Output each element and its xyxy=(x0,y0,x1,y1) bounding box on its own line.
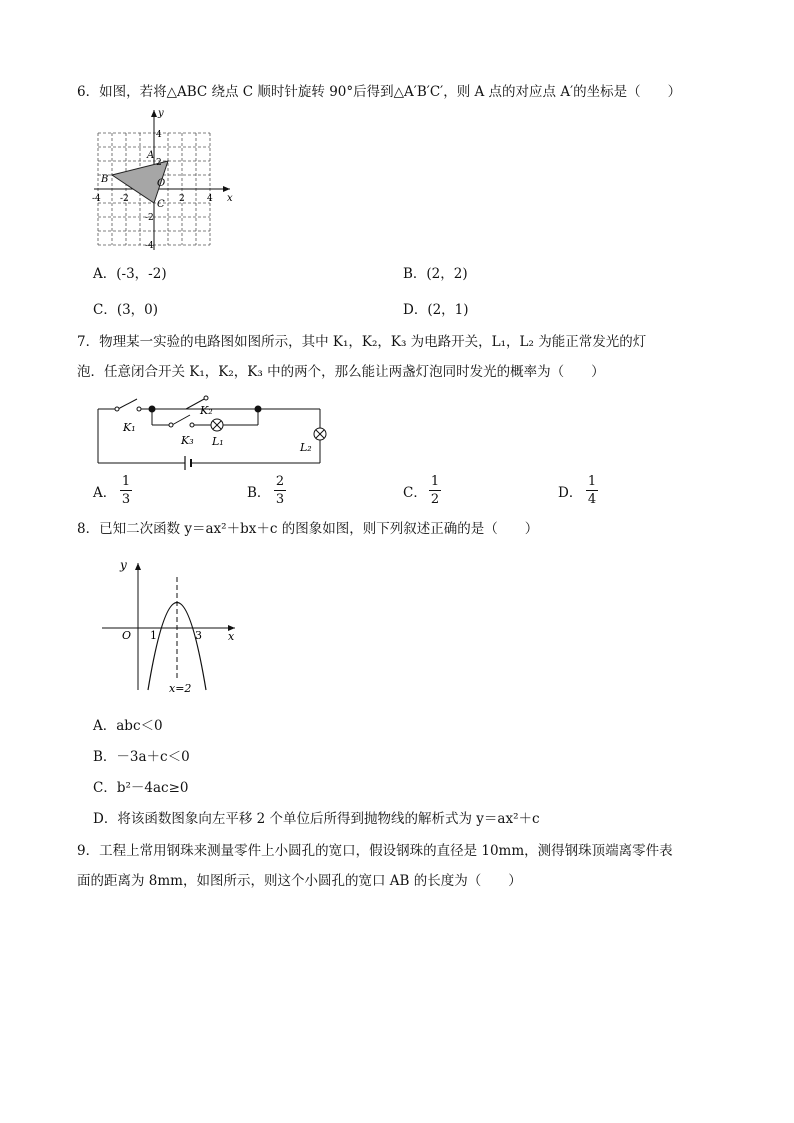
q6-coordinate-figure xyxy=(90,100,240,250)
q8-option-d[interactable]: D．将该函数图象向左平移 2 个单位后所得到抛物线的解析式为 y＝ax²＋c xyxy=(93,811,540,827)
q7-option-a-numerator: 1 xyxy=(121,474,131,489)
q6-point-a-label: A xyxy=(147,150,155,161)
k1-switch-contact xyxy=(115,407,119,411)
l1-label: L₁ xyxy=(212,435,224,448)
q7-option-a-fraction xyxy=(120,474,132,507)
q7-option-c-label: C． xyxy=(403,485,427,501)
q7-option-b-denominator: 3 xyxy=(275,492,285,507)
lamp-l2-icon xyxy=(314,428,326,440)
q8-tick-3: 3 xyxy=(195,629,202,642)
q7-option-d-numerator: 1 xyxy=(587,474,597,489)
q8-y-label: y xyxy=(120,558,127,572)
q6-tick-x-neg4: -4 xyxy=(92,194,101,204)
q8-origin-label: O xyxy=(122,629,132,642)
q7-stem-line2: 泡．任意闭合开关 K₁，K₂，K₃ 中的两个，那么能让两盏灯泡同时发光的概率为（ ） xyxy=(77,364,605,380)
q6-tick-x-2: 2 xyxy=(179,194,185,204)
q8-x-label: x xyxy=(228,630,235,643)
q6-tick-x-4: 4 xyxy=(207,194,213,204)
q6-point-b-label: B xyxy=(101,174,109,185)
q6-x-label: x xyxy=(227,193,233,204)
q6-x-arrow xyxy=(223,186,230,192)
q6-option-a[interactable]: A．(-3，-2) xyxy=(93,266,167,282)
circuit-junction xyxy=(149,406,156,413)
q7-option-d-denominator: 4 xyxy=(587,492,597,507)
k3-switch-contact xyxy=(190,423,194,427)
q7-option-b-label: B． xyxy=(247,485,271,501)
q7-option-b-fraction xyxy=(274,474,286,507)
k2-label: K₂ xyxy=(200,404,213,417)
q6-stem: 6．如图，若将△ABC 绕点 C 顺时针旋转 90°后得到△A′B′C′，则 A 点的对应点 A′的坐标是（ ） xyxy=(77,84,682,100)
q6-option-d[interactable]: D．(2，1) xyxy=(403,302,469,318)
circuit-junction xyxy=(255,406,262,413)
k1-label: K₁ xyxy=(123,421,136,434)
q8-axis-label: x=2 xyxy=(169,682,192,695)
q7-option-a-denominator: 3 xyxy=(121,492,131,507)
q7-option-d[interactable] xyxy=(558,483,582,503)
q8-tick-1: 1 xyxy=(150,629,157,642)
k1-switch-contact xyxy=(137,407,141,411)
q6-point-c-label: C xyxy=(157,199,165,210)
q7-stem-line1: 7．物理某一实验的电路图如图所示，其中 K₁，K₂，K₃ 为电路开关，L₁，L₂ 为能正常发光的灯 xyxy=(77,334,647,350)
q7-option-a[interactable] xyxy=(93,483,116,503)
q6-tick-y-4: 4 xyxy=(156,130,162,140)
k2-switch-contact xyxy=(204,396,208,400)
q8-option-c[interactable]: C．b²－4ac≥0 xyxy=(93,780,189,796)
q6-option-c[interactable]: C．(3，0) xyxy=(93,302,159,318)
q7-option-d-label: D． xyxy=(558,485,583,501)
q7-option-c-fraction xyxy=(429,474,441,507)
q8-parabola-figure xyxy=(100,555,245,700)
k3-label: K₃ xyxy=(181,434,194,447)
q7-option-b-numerator: 2 xyxy=(275,474,285,489)
q9-stem-line1: 9．工程上常用钢珠来测量零件上小圆孔的宽口，假设钢珠的直径是 10mm，测得钢珠顶端离零件表 xyxy=(77,843,673,859)
q7-option-d-fraction xyxy=(586,474,598,507)
q6-tick-y-neg4: -4 xyxy=(145,241,154,250)
q6-option-b[interactable]: B．(2，2) xyxy=(403,266,468,282)
k3-switch-contact xyxy=(169,423,173,427)
q8-stem: 8．已知二次函数 y＝ax²＋bx＋c 的图象如图，则下列叙述正确的是（ ） xyxy=(77,521,539,537)
q8-option-b[interactable]: B．－3a＋c＜0 xyxy=(93,749,190,765)
q7-circuit-figure xyxy=(90,385,330,475)
q6-y-arrow xyxy=(151,110,157,117)
q7-option-c-denominator: 2 xyxy=(430,492,440,507)
q8-y-arrow xyxy=(135,563,141,570)
q7-option-c[interactable] xyxy=(403,483,427,503)
q6-tick-y-2: 2 xyxy=(156,158,162,168)
q7-option-a-label: A． xyxy=(93,485,117,501)
l2-label: L₂ xyxy=(300,441,312,454)
q6-tick-x-neg2: -2 xyxy=(120,194,129,204)
q7-option-b[interactable] xyxy=(247,483,270,503)
q6-tick-y-neg2: -2 xyxy=(145,213,154,223)
q6-origin-label: O xyxy=(157,178,166,189)
q8-option-a[interactable]: A．abc＜0 xyxy=(93,718,163,734)
q7-option-c-numerator: 1 xyxy=(430,474,440,489)
q9-stem-line2: 面的距离为 8mm，如图所示，则这个小圆孔的宽口 AB 的长度为（ ） xyxy=(77,873,522,889)
q6-y-label: y xyxy=(158,108,164,119)
lamp-l1-icon xyxy=(211,419,223,431)
